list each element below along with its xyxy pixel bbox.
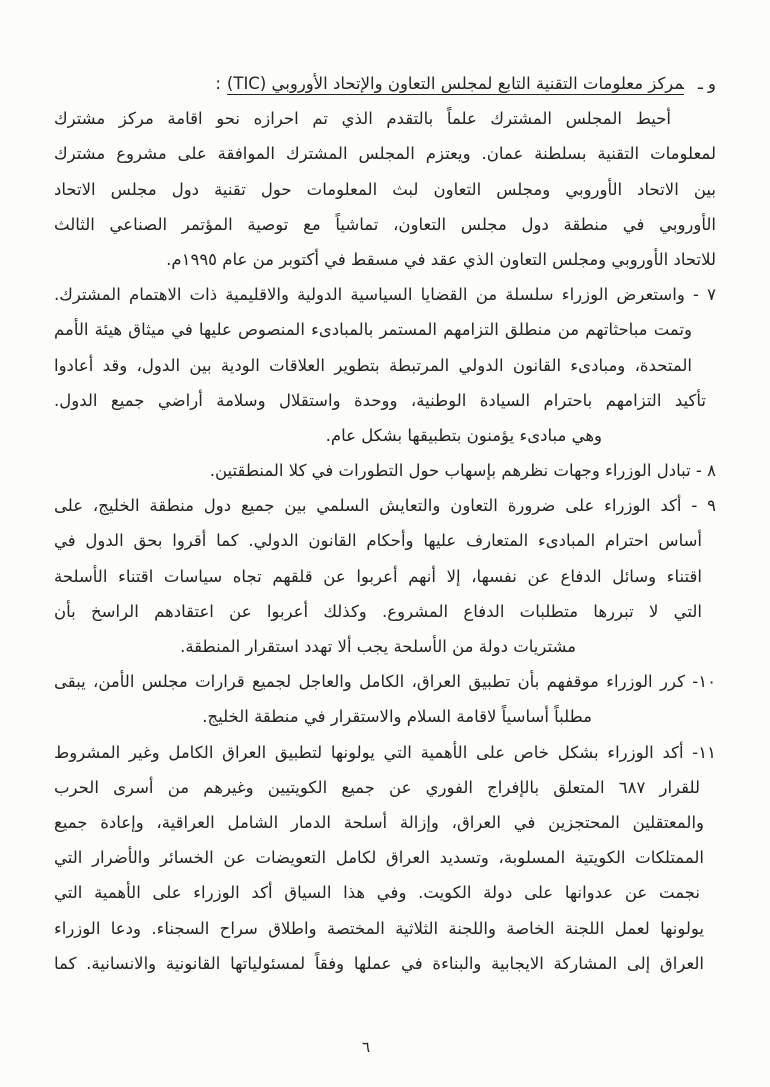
text-line: ٩ - أكد الوزراء على ضرورة التعاون والتعايش السلمي بين جميع دول منطقة الخليج، على	[54, 496, 716, 516]
text-line: اقتناء وسائل الدفاع عن نفسها، إلا أنهم أعربوا عن قلقهم تجاه سياسات اقتناء الأسلحة	[54, 566, 702, 586]
text-line: يولونها لعمل اللجنة الخاصة واللجنة الثلاثية المختصة واطلاق سراح السجناء. ودعا الوزراء	[54, 918, 704, 938]
text-line: مشتريات دولة من الأسلحة يجب ألا تهدد استقرار المنطقة.	[180, 637, 576, 656]
text-line: بين الاتحاد الأوروبي ومجلس التعاون لبث المعلومات حول تقنية دول مجلس الاتحاد	[54, 179, 716, 199]
page-number: ٦	[361, 1038, 371, 1056]
text-line: الممتلكات الكويتية المسلوبة، وتسديد العراق لكامل التعويضات عن الخسائر والأضرار التي	[54, 848, 704, 868]
text-line: التي لا تبررها متطلبات الدفاع المشروع. وكذلك أعربوا عن اعتقادهم الراسخ بأن	[54, 601, 702, 621]
text-line: أساس احترام المبادىء المتعارف عليها وأحكام القانون الدولي. كما أقروا بحق الدول في	[54, 531, 702, 551]
text-line: أحيط المجلس المشترك علماً بالتقدم الذي تم احرازه نحو اقامة مركز مشترك	[54, 109, 671, 129]
text-line: المتحدة، ومبادىء القانون الدولي المرتبطة بتطوير العلاقات الودية بين الدول، وقد أعادوا	[54, 355, 692, 375]
text-line: وتمت مباحثاتهم من منطلق التزامهم المستمر بالمبادىء المنصوص عليها في ميثاق هيئة الأمم	[54, 320, 692, 340]
text-line: وهي مبادىء يؤمنون بتطبيقها بشكل عام.	[325, 425, 602, 445]
text-line: العراق إلى المشاركة الايجابية والبناءة في عملها وفقاً لمسئولياتها القانونية والانسانية. كما	[54, 953, 704, 973]
text-line: ٨ - تبادل الوزراء وجهات نظرهم بإسهاب حول التطورات في كلا المنطقتين.	[209, 461, 716, 481]
text-line: مطلباً أساسياً لاقامة السلام والاستقرار في منطقة الخليج.	[202, 707, 592, 727]
text-line: والمعتقلين المحتجزين في العراق، وإزالة أسلحة الدمار الشامل العراقية، وإعادة جميع	[54, 812, 704, 832]
text-line: ٧ - واستعرض الوزراء سلسلة من القضايا السياسية الدولية والاقليمية ذات الاهتمام المشترك.	[54, 285, 716, 305]
heading-title: مركز معلومات التقنية التابع لمجلس التعاون والإتحاد الأوروبي (TIC)	[226, 74, 684, 93]
text-line: الأوروبي في منطقة دول مجلس التعاون، تماشياً مع توصية المؤتمر الصناعي الثالث	[54, 214, 716, 234]
text-line: للاتحاد الأوروبي ومجلس التعاون الذي عقد في مسقط في أكتوبر من عام ١٩٩٥م.	[166, 249, 716, 269]
heading-colon: :	[215, 74, 221, 93]
text-line: لمعلومات التقنية بسلطنة عمان. ويعتزم المجلس المشترك الموافقة على مشروع مشترك	[54, 144, 716, 164]
document-body	[54, 66, 716, 981]
text-line: نجمت عن عدوانها على دولة الكويت. وفي هذا السياق أكد الوزراء على الأهمية التي	[54, 883, 700, 903]
text-lines	[54, 101, 716, 981]
text-line: ١١- أكد الوزراء بشكل خاص على الأهمية التي يولونها لتطبيق العراق الكامل وغير المشروط	[54, 742, 716, 762]
text-line: ١٠- كرر الوزراء موقفهم بأن تطبيق العراق، الكامل والعاجل لجميع قرارات مجلس الأمن، يبقى	[54, 672, 716, 692]
text-line: للقرار ٦٨٧ المتعلق بالإفراج الفوري عن جميع الكويتيين وغيرهم من أسرى الحرب	[54, 777, 700, 797]
text-line: تأكيد التزامهم باحترام السيادة الوطنية، ووحدة واستقلال وسلامة أراضي جميع الدول.	[54, 390, 706, 410]
heading-prefix: و ـ	[697, 74, 716, 93]
section-heading	[54, 66, 716, 101]
